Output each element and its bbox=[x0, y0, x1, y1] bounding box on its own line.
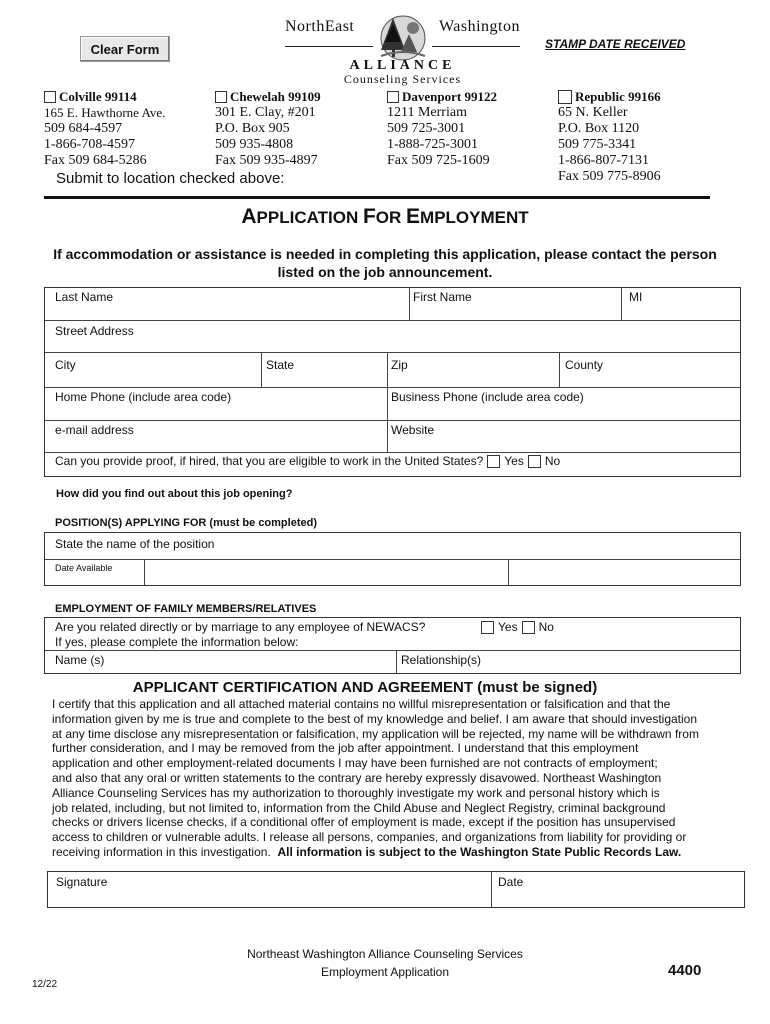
office-name: Davenport 99122 bbox=[402, 89, 497, 104]
office-line: Fax 509 684-5286 bbox=[44, 153, 147, 168]
logo-rule-right bbox=[432, 46, 520, 47]
footer-doc-title: Employment Application bbox=[320, 965, 450, 979]
relationship-label: Relationship(s) bbox=[401, 653, 482, 667]
zip-label: Zip bbox=[391, 358, 408, 372]
office-colville-checkbox[interactable] bbox=[44, 91, 56, 103]
eligible-no-checkbox[interactable] bbox=[528, 455, 541, 468]
date-label: Date bbox=[498, 875, 524, 889]
logo-rule-left bbox=[285, 46, 373, 47]
office-line: 509 725-3001 bbox=[387, 121, 466, 136]
family-yes-label: Yes bbox=[498, 620, 518, 634]
divider bbox=[45, 320, 740, 321]
office-davenport-checkbox[interactable] bbox=[387, 91, 399, 103]
family-options bbox=[481, 620, 554, 634]
county-label: County bbox=[565, 358, 604, 372]
divider bbox=[387, 420, 388, 452]
divider bbox=[45, 452, 740, 453]
office-name: Republic 99166 bbox=[575, 89, 661, 104]
office-line: Fax 509 725-1609 bbox=[387, 153, 490, 168]
office-line: 65 N. Keller bbox=[558, 105, 628, 120]
divider bbox=[491, 872, 492, 907]
street-address-label: Street Address bbox=[55, 324, 134, 338]
website-field[interactable] bbox=[391, 437, 737, 451]
office-line: 165 E. Hawthorne Ave. bbox=[44, 105, 166, 120]
position-heading: POSITION(S) APPLYING FOR (must be completed) bbox=[55, 517, 317, 529]
office-republic-checkbox[interactable] bbox=[558, 90, 572, 104]
office-chewelah bbox=[215, 89, 321, 169]
eligibility-question: Can you provide proof, if hired, that you are eligible to work in the United States? bbox=[55, 454, 484, 468]
office-davenport bbox=[387, 89, 497, 169]
divider bbox=[559, 352, 560, 387]
office-line: 1-888-725-3001 bbox=[387, 137, 478, 152]
office-chewelah-checkbox[interactable] bbox=[215, 91, 227, 103]
divider bbox=[387, 352, 388, 387]
form-number: 4400 bbox=[668, 962, 702, 979]
eligible-no-label: No bbox=[544, 454, 561, 468]
divider bbox=[621, 288, 622, 320]
stamp-date-received: STAMP DATE RECEIVED bbox=[545, 37, 686, 51]
county-field[interactable] bbox=[563, 370, 737, 386]
mi-label: MI bbox=[629, 290, 643, 304]
logo-subtitle-text: Counseling Services bbox=[343, 72, 462, 86]
family-names-label: Name (s) bbox=[55, 653, 105, 667]
position-name-field[interactable] bbox=[49, 551, 737, 559]
family-no-label: No bbox=[538, 620, 554, 634]
office-colville bbox=[44, 89, 165, 169]
office-line: Fax 509 775-8906 bbox=[558, 169, 661, 184]
office-line: P.O. Box 1120 bbox=[558, 121, 640, 136]
position-extra-field[interactable] bbox=[511, 561, 737, 583]
first-name-field[interactable] bbox=[413, 302, 623, 320]
street-address-field[interactable] bbox=[49, 336, 737, 352]
family-no-checkbox[interactable] bbox=[522, 621, 535, 634]
mi-field[interactable] bbox=[625, 302, 735, 320]
office-line: 1211 Merriam bbox=[387, 105, 467, 120]
zip-field[interactable] bbox=[391, 370, 557, 386]
office-line: 1-866-807-7131 bbox=[558, 153, 649, 168]
office-republic bbox=[558, 89, 661, 185]
organization-logo bbox=[285, 12, 520, 84]
logo-washington-text: Washington bbox=[438, 18, 520, 35]
date-field[interactable] bbox=[496, 890, 740, 906]
signature-label: Signature bbox=[56, 875, 108, 889]
city-field[interactable] bbox=[49, 370, 259, 386]
eligible-yes-label: Yes bbox=[504, 454, 524, 468]
relationship-field[interactable] bbox=[495, 652, 737, 671]
last-name-field[interactable] bbox=[49, 302, 405, 320]
tree-icon bbox=[371, 12, 435, 62]
state-field[interactable] bbox=[265, 370, 385, 386]
office-line: 1-866-708-4597 bbox=[44, 137, 135, 152]
revision-date: 12/22 bbox=[32, 979, 58, 990]
family-table bbox=[44, 617, 741, 674]
family-names-field[interactable] bbox=[115, 652, 395, 671]
eligibility-row bbox=[55, 454, 560, 468]
home-phone-label: Home Phone (include area code) bbox=[55, 390, 232, 404]
office-name: Chewelah 99109 bbox=[230, 89, 321, 104]
logo-northeast-text: NorthEast bbox=[285, 18, 355, 35]
family-yes-checkbox[interactable] bbox=[481, 621, 494, 634]
divider bbox=[261, 352, 262, 387]
business-phone-field[interactable] bbox=[391, 404, 737, 419]
city-label: City bbox=[55, 358, 76, 372]
home-phone-field[interactable] bbox=[49, 404, 385, 419]
submit-instruction: Submit to location checked above: bbox=[56, 170, 285, 187]
date-available-label: Date Available bbox=[55, 563, 113, 573]
office-line: 301 E. Clay, #201 bbox=[215, 105, 316, 120]
eligible-yes-checkbox[interactable] bbox=[487, 455, 500, 468]
logo-alliance-text: ALLIANCE bbox=[349, 58, 456, 73]
date-available-field[interactable] bbox=[147, 561, 507, 583]
office-line: P.O. Box 905 bbox=[215, 121, 290, 136]
divider bbox=[45, 650, 740, 651]
divider bbox=[45, 387, 740, 388]
family-heading: EMPLOYMENT OF FAMILY MEMBERS/RELATIVES bbox=[55, 603, 317, 615]
divider bbox=[409, 288, 410, 320]
email-field[interactable] bbox=[49, 437, 385, 451]
office-name: Colville 99114 bbox=[59, 89, 137, 104]
business-phone-label: Business Phone (include area code) bbox=[391, 390, 584, 404]
position-table bbox=[44, 532, 741, 586]
family-question: Are you related directly or by marriage to any employee of NEWACS? bbox=[55, 620, 426, 634]
office-line: 509 775-3341 bbox=[558, 137, 637, 152]
footer-org: Northeast Washington Alliance Counseling Services bbox=[247, 947, 523, 961]
divider bbox=[387, 387, 388, 420]
office-line: 509 935-4808 bbox=[215, 137, 294, 152]
first-name-label: First Name bbox=[413, 290, 472, 304]
signature-table bbox=[47, 871, 745, 908]
clear-form-button[interactable]: Clear Form bbox=[80, 36, 170, 62]
divider bbox=[144, 559, 145, 585]
position-name-label: State the name of the position bbox=[55, 537, 215, 551]
divider bbox=[45, 420, 740, 421]
family-instruction: If yes, please complete the information below: bbox=[55, 635, 299, 649]
certification-title: APPLICANT CERTIFICATION AND AGREEMENT (must be signed) bbox=[132, 679, 598, 696]
office-line: 509 684-4597 bbox=[44, 121, 123, 136]
page-title: APPLICATION FOR EMPLOYMENT bbox=[241, 205, 529, 228]
header-divider bbox=[44, 196, 710, 199]
email-label: e-mail address bbox=[55, 423, 134, 437]
signature-field[interactable] bbox=[52, 890, 488, 906]
divider bbox=[396, 650, 397, 673]
office-line: Fax 509 935-4897 bbox=[215, 153, 318, 168]
certification-text: I certify that this application and all attached material contains no willful misrepresentation or falsification and that the information given by me is true and complete to the best of my knowledge and belief. I am aware that should investigation at any time disclose any misrepresentation or falsification, my application will be rejected, my name will be withdrawn from further consideration, and I may be removed from the job after appointment. I understand that this employment application and other employment-related documents I may have been furnished are not contracts of employment; and also that any oral or written statements to the contrary are hereby expressly disavowed. Northeast Washington Alliance Counseling Services has my authorization to thoroughly investigate my work and personal history which is job related, including, but not limited to, information from the Child Abuse and Neglect Registry, criminal background checks or drivers license checks, if a conditional offer of employment is made, except if the position has unsupervised access to children or vulnerable adults. I release all persons, companies, and organizations from liability for providing or receiving information in this investigation. All information is subject to the Washington State Public Records Law. bbox=[52, 697, 699, 859]
divider bbox=[508, 559, 509, 585]
last-name-label: Last Name bbox=[55, 290, 114, 304]
personal-info-table bbox=[44, 287, 741, 477]
state-label: State bbox=[266, 358, 295, 372]
website-label: Website bbox=[391, 423, 435, 437]
accommodation-notice: If accommodation or assistance is needed in completing this application, please contact the person listed on the job announcement. bbox=[53, 246, 717, 280]
divider bbox=[45, 559, 740, 560]
how-found-label: How did you find out about this job opening? bbox=[56, 488, 293, 500]
divider bbox=[45, 352, 740, 353]
